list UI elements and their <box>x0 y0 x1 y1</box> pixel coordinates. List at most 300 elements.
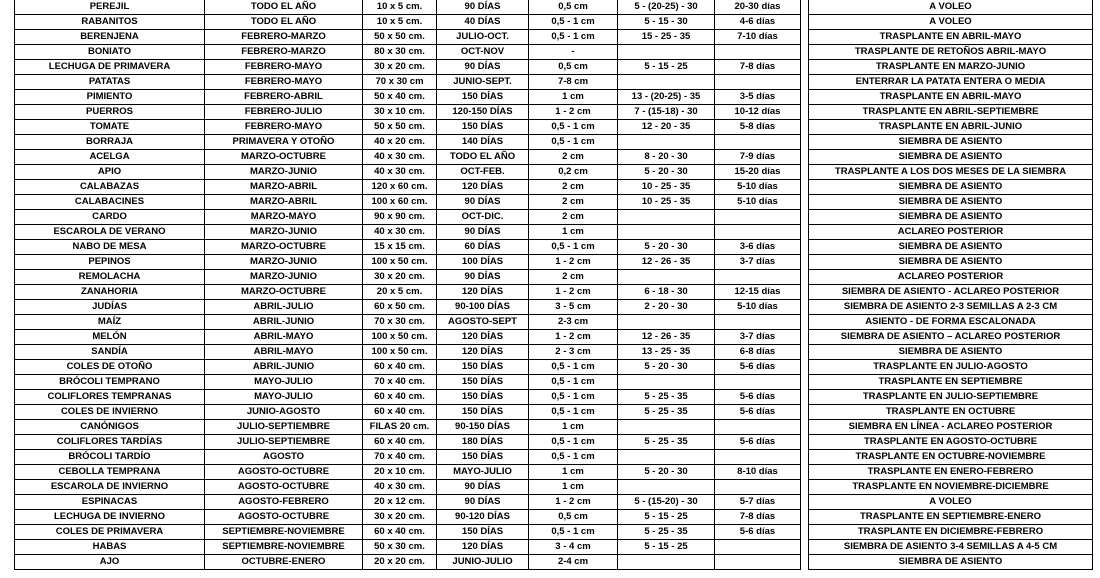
cell-sowing-depth: 1 - 2 cm <box>529 285 618 300</box>
cell-sowing-period: AGOSTO <box>205 450 363 465</box>
table-row <box>15 30 1093 45</box>
cell-germination-temp <box>618 210 715 225</box>
cell-spacing: 40 x 30 cm. <box>363 150 437 165</box>
table-row <box>15 285 1093 300</box>
cell-harvest: JUNIO-SEPT. <box>437 75 529 90</box>
cell-spacing: 50 x 30 cm. <box>363 540 437 555</box>
spacer-cell <box>801 270 809 285</box>
table-row <box>15 495 1093 510</box>
cell-harvest: 120 DÍAS <box>437 285 529 300</box>
cell-method: ACLAREO POSTERIOR <box>809 270 1093 285</box>
cell-germination-temp: 5 - 25 - 35 <box>618 435 715 450</box>
cell-harvest: 150 DÍAS <box>437 120 529 135</box>
spacer-cell <box>801 330 809 345</box>
spacer-cell <box>801 315 809 330</box>
cell-sowing-depth: 3 - 5 cm <box>529 300 618 315</box>
cell-germination-temp: 13 - (20-25) - 35 <box>618 90 715 105</box>
cell-sowing-depth: 0,5 - 1 cm <box>529 405 618 420</box>
cell-method: ENTERRAR LA PATATA ENTERA O MEDIA <box>809 75 1093 90</box>
cell-germination-days: 3-7 días <box>715 255 801 270</box>
cell-spacing: 60 x 40 cm. <box>363 390 437 405</box>
cell-harvest: 90 DÍAS <box>437 60 529 75</box>
cell-crop: TOMATE <box>15 120 205 135</box>
cell-germination-temp <box>618 270 715 285</box>
cell-method: TRASPLANTE EN ABRIL-MAYO <box>809 30 1093 45</box>
cell-germination-days: 5-6 días <box>715 390 801 405</box>
cell-germination-days: 3-6 días <box>715 240 801 255</box>
cell-germination-days: 5-6 días <box>715 405 801 420</box>
spacer-cell <box>801 555 809 570</box>
cell-sowing-depth: 1 - 2 cm <box>529 255 618 270</box>
cell-germination-temp: 5 - 20 - 30 <box>618 240 715 255</box>
spacer-cell <box>801 120 809 135</box>
cell-crop: LECHUGA DE INVIERNO <box>15 510 205 525</box>
table-row <box>15 15 1093 30</box>
cell-sowing-depth: 0,5 - 1 cm <box>529 135 618 150</box>
cell-germination-days <box>715 225 801 240</box>
cell-germination-temp: 5 - 20 - 30 <box>618 165 715 180</box>
cell-spacing: 40 x 30 cm. <box>363 480 437 495</box>
cell-sowing-depth: 1 cm <box>529 90 618 105</box>
table-row <box>15 0 1093 15</box>
cell-germination-days: 7-8 días <box>715 510 801 525</box>
spacer-cell <box>801 180 809 195</box>
cell-sowing-period: MARZO-ABRIL <box>205 195 363 210</box>
cell-spacing: 20 x 12 cm. <box>363 495 437 510</box>
cell-method: SIEMBRA DE ASIENTO <box>809 255 1093 270</box>
cell-method: SIEMBRA DE ASIENTO <box>809 135 1093 150</box>
table-row <box>15 210 1093 225</box>
cell-method: TRASPLANTE EN ABRIL-MAYO <box>809 90 1093 105</box>
cell-sowing-depth: 0,2 cm <box>529 165 618 180</box>
table-row <box>15 465 1093 480</box>
table-row <box>15 405 1093 420</box>
cell-spacing: 20 x 10 cm. <box>363 465 437 480</box>
cell-germination-days: 3-7 días <box>715 330 801 345</box>
cell-germination-days <box>715 555 801 570</box>
cell-sowing-depth: 0,5 - 1 cm <box>529 525 618 540</box>
cell-harvest: 90 DÍAS <box>437 195 529 210</box>
cell-crop: ZANAHORIA <box>15 285 205 300</box>
cell-germination-days: 7-10 días <box>715 30 801 45</box>
cell-germination-temp: 5 - 15 - 25 <box>618 60 715 75</box>
table-row <box>15 375 1093 390</box>
cell-sowing-period: MARZO-JUNIO <box>205 255 363 270</box>
cell-spacing: 60 x 50 cm. <box>363 300 437 315</box>
cell-method: SIEMBRA DE ASIENTO - ACLAREO POSTERIOR <box>809 285 1093 300</box>
cell-sowing-depth: 2 cm <box>529 210 618 225</box>
cell-germination-temp: 5 - 15 - 30 <box>618 15 715 30</box>
cell-crop: COLES DE OTOÑO <box>15 360 205 375</box>
cell-germination-days: 10-12 días <box>715 105 801 120</box>
table-row <box>15 135 1093 150</box>
cell-harvest: 90 DÍAS <box>437 495 529 510</box>
cell-harvest: OCT-NOV <box>437 45 529 60</box>
cell-sowing-depth: 2 cm <box>529 195 618 210</box>
cell-spacing: 30 x 20 cm. <box>363 510 437 525</box>
cell-crop: PUERROS <box>15 105 205 120</box>
cell-spacing: 15 x 15 cm. <box>363 240 437 255</box>
cell-sowing-period: FEBRERO-MAYO <box>205 120 363 135</box>
cell-sowing-depth: 0,5 cm <box>529 60 618 75</box>
spacer-cell <box>801 420 809 435</box>
cell-germination-temp: 5 - 15 - 25 <box>618 540 715 555</box>
cell-method: SIEMBRA DE ASIENTO <box>809 210 1093 225</box>
cell-sowing-period: ABRIL-MAYO <box>205 330 363 345</box>
cell-sowing-period: FEBRERO-JULIO <box>205 105 363 120</box>
cell-crop: SANDÍA <box>15 345 205 360</box>
cell-method: TRASPLANTE A LOS DOS MESES DE LA SIEMBRA <box>809 165 1093 180</box>
spacer-cell <box>801 390 809 405</box>
cell-crop: PIMIENTO <box>15 90 205 105</box>
table-row <box>15 420 1093 435</box>
cell-sowing-depth: 2-3 cm <box>529 315 618 330</box>
spacer-cell <box>801 465 809 480</box>
cell-spacing: 50 x 40 cm. <box>363 90 437 105</box>
table-row <box>15 540 1093 555</box>
spacer-cell <box>801 195 809 210</box>
cell-method: TRASPLANTE EN MARZO-JUNIO <box>809 60 1093 75</box>
cell-harvest: MAYO-JULIO <box>437 465 529 480</box>
cell-spacing: 120 x 60 cm. <box>363 180 437 195</box>
cell-method: SIEMBRA EN LÍNEA - ACLAREO POSTERIOR <box>809 420 1093 435</box>
cell-germination-temp: 10 - 25 - 35 <box>618 195 715 210</box>
table-row <box>15 345 1093 360</box>
table-row <box>15 195 1093 210</box>
cell-spacing: 60 x 40 cm. <box>363 405 437 420</box>
table-row <box>15 45 1093 60</box>
cell-germination-days: 5-8 días <box>715 120 801 135</box>
cell-harvest: 90-100 DÍAS <box>437 300 529 315</box>
spacer-cell <box>801 345 809 360</box>
cell-germination-temp: 10 - 25 - 35 <box>618 180 715 195</box>
cell-spacing: 40 x 30 cm. <box>363 165 437 180</box>
spacer-cell <box>801 255 809 270</box>
cell-germination-temp <box>618 450 715 465</box>
cell-crop: CALABACINES <box>15 195 205 210</box>
cell-germination-temp: 5 - 15 - 25 <box>618 510 715 525</box>
cell-sowing-period: JULIO-SEPTIEMBRE <box>205 435 363 450</box>
cell-harvest: 120-150 DÍAS <box>437 105 529 120</box>
cell-sowing-period: AGOSTO-OCTUBRE <box>205 465 363 480</box>
cell-sowing-depth: 0,5 - 1 cm <box>529 390 618 405</box>
cell-method: TRASPLANTE EN DICIEMBRE-FEBRERO <box>809 525 1093 540</box>
cell-method: TRASPLANTE DE RETOÑOS ABRIL-MAYO <box>809 45 1093 60</box>
cell-method: TRASPLANTE EN ABRIL-SEPTIEMBRE <box>809 105 1093 120</box>
table-row <box>15 225 1093 240</box>
table-row <box>15 75 1093 90</box>
cell-harvest: 90 DÍAS <box>437 0 529 15</box>
table-row <box>15 555 1093 570</box>
cell-spacing: 100 x 60 cm. <box>363 195 437 210</box>
cell-germination-temp: 5 - 25 - 35 <box>618 525 715 540</box>
table-row <box>15 90 1093 105</box>
cell-spacing: 30 x 10 cm. <box>363 105 437 120</box>
cell-crop: PEPINOS <box>15 255 205 270</box>
cell-spacing: 80 x 30 cm. <box>363 45 437 60</box>
cell-harvest: 150 DÍAS <box>437 525 529 540</box>
cell-sowing-depth: 0,5 - 1 cm <box>529 15 618 30</box>
table-row <box>15 270 1093 285</box>
cell-germination-days <box>715 75 801 90</box>
cell-method: TRASPLANTE EN NOVIEMBRE-DICIEMBRE <box>809 480 1093 495</box>
cell-sowing-period: MARZO-OCTUBRE <box>205 240 363 255</box>
cell-method: TRASPLANTE EN OCTUBRE <box>809 405 1093 420</box>
cell-germination-days: 4-6 días <box>715 15 801 30</box>
cell-sowing-period: MARZO-JUNIO <box>205 270 363 285</box>
cell-sowing-period: JULIO-SEPTIEMBRE <box>205 420 363 435</box>
cell-sowing-period: SEPTIEMBRE-NOVIEMBRE <box>205 525 363 540</box>
cell-germination-temp: 6 - 18 - 30 <box>618 285 715 300</box>
cell-germination-temp: 15 - 25 - 35 <box>618 30 715 45</box>
cell-germination-temp <box>618 420 715 435</box>
cell-sowing-period: AGOSTO-OCTUBRE <box>205 480 363 495</box>
cell-spacing: 70 x 30 cm. <box>363 315 437 330</box>
cell-harvest: 40 DÍAS <box>437 15 529 30</box>
table-row <box>15 300 1093 315</box>
table-row <box>15 480 1093 495</box>
cell-harvest: OCT-DIC. <box>437 210 529 225</box>
cell-germination-temp: 12 - 26 - 35 <box>618 255 715 270</box>
spacer-cell <box>801 480 809 495</box>
cell-crop: CARDO <box>15 210 205 225</box>
cell-germination-days: 15-20 días <box>715 165 801 180</box>
cell-crop: BERENJENA <box>15 30 205 45</box>
cell-method: TRASPLANTE EN SEPTIEMBRE <box>809 375 1093 390</box>
cell-germination-days: 5-10 días <box>715 300 801 315</box>
cell-sowing-period: AGOSTO-OCTUBRE <box>205 510 363 525</box>
cell-germination-days: 5-10 días <box>715 180 801 195</box>
cell-germination-temp: 13 - 25 - 35 <box>618 345 715 360</box>
cell-harvest: JULIO-OCT. <box>437 30 529 45</box>
spacer-cell <box>801 0 809 15</box>
spacer-cell <box>801 165 809 180</box>
cell-crop: COLIFLORES TEMPRANAS <box>15 390 205 405</box>
cell-sowing-depth: 0,5 - 1 cm <box>529 240 618 255</box>
cell-spacing: 60 x 40 cm. <box>363 435 437 450</box>
cell-sowing-period: TODO EL AÑO <box>205 15 363 30</box>
cell-germination-temp <box>618 375 715 390</box>
cell-harvest: 90 DÍAS <box>437 270 529 285</box>
cell-sowing-depth: 1 - 2 cm <box>529 330 618 345</box>
cell-sowing-depth: 0,5 - 1 cm <box>529 30 618 45</box>
cell-spacing: FILAS 20 cm. <box>363 420 437 435</box>
cell-method: ASIENTO - DE FORMA ESCALONADA <box>809 315 1093 330</box>
cell-germination-temp <box>618 225 715 240</box>
cell-crop: CALABAZAS <box>15 180 205 195</box>
cell-germination-days <box>715 450 801 465</box>
cell-crop: CANÓNIGOS <box>15 420 205 435</box>
cell-method: TRASPLANTE EN ABRIL-JUNIO <box>809 120 1093 135</box>
cell-sowing-period: FEBRERO-ABRIL <box>205 90 363 105</box>
cell-germination-temp <box>618 315 715 330</box>
cell-crop: BORRAJA <box>15 135 205 150</box>
cell-harvest: 140 DÍAS <box>437 135 529 150</box>
cell-germination-days <box>715 135 801 150</box>
cell-sowing-period: ABRIL-JUNIO <box>205 315 363 330</box>
spacer-cell <box>801 105 809 120</box>
spacer-cell <box>801 45 809 60</box>
spacer-cell <box>801 15 809 30</box>
cell-crop: RABANITOS <box>15 15 205 30</box>
cell-crop: BRÓCOLI TARDÍO <box>15 450 205 465</box>
cell-crop: MAÍZ <box>15 315 205 330</box>
cell-sowing-period: PRIMAVERA Y OTOÑO <box>205 135 363 150</box>
spacer-cell <box>801 90 809 105</box>
cell-sowing-period: MARZO-ABRIL <box>205 180 363 195</box>
spacer-cell <box>801 240 809 255</box>
cell-germination-days <box>715 375 801 390</box>
cell-crop: NABO DE MESA <box>15 240 205 255</box>
cell-harvest: 90-150 DÍAS <box>437 420 529 435</box>
cell-crop: ESCAROLA DE VERANO <box>15 225 205 240</box>
cell-harvest: TODO EL AÑO <box>437 150 529 165</box>
cell-sowing-period: MARZO-JUNIO <box>205 165 363 180</box>
cell-spacing: 60 x 40 cm. <box>363 360 437 375</box>
cell-germination-temp: 12 - 20 - 35 <box>618 120 715 135</box>
table-row <box>15 315 1093 330</box>
cell-sowing-period: MAYO-JULIO <box>205 375 363 390</box>
cell-sowing-period: MARZO-OCTUBRE <box>205 150 363 165</box>
cell-harvest: 150 DÍAS <box>437 405 529 420</box>
cell-germination-days <box>715 270 801 285</box>
spacer-cell <box>801 60 809 75</box>
cell-spacing: 20 x 20 cm. <box>363 555 437 570</box>
cell-harvest: 180 DÍAS <box>437 435 529 450</box>
cell-method: SIEMBRA DE ASIENTO <box>809 555 1093 570</box>
cell-sowing-depth: 1 cm <box>529 420 618 435</box>
cell-sowing-depth: 0,5 cm <box>529 510 618 525</box>
cell-harvest: 100 DÍAS <box>437 255 529 270</box>
cell-germination-temp <box>618 45 715 60</box>
cell-crop: ESCAROLA DE INVIERNO <box>15 480 205 495</box>
cell-harvest: 150 DÍAS <box>437 90 529 105</box>
cell-method: SIEMBRA DE ASIENTO 2-3 SEMILLAS A 2-3 CM <box>809 300 1093 315</box>
cell-crop: REMOLACHA <box>15 270 205 285</box>
spacer-cell <box>801 510 809 525</box>
table-row <box>15 450 1093 465</box>
cell-germination-temp <box>618 75 715 90</box>
cell-harvest: 120 DÍAS <box>437 330 529 345</box>
cell-sowing-depth: - <box>529 45 618 60</box>
cell-sowing-depth: 2-4 cm <box>529 555 618 570</box>
cell-harvest: 150 DÍAS <box>437 375 529 390</box>
cell-sowing-period: MARZO-OCTUBRE <box>205 285 363 300</box>
cell-harvest: 90-120 DÍAS <box>437 510 529 525</box>
cell-method: TRASPLANTE EN JULIO-AGOSTO <box>809 360 1093 375</box>
cell-spacing: 50 x 50 cm. <box>363 120 437 135</box>
spacer-cell <box>801 225 809 240</box>
cell-spacing: 40 x 20 cm. <box>363 135 437 150</box>
cell-spacing: 100 x 50 cm. <box>363 345 437 360</box>
cell-germination-days: 5-6 días <box>715 360 801 375</box>
spacer-cell <box>801 300 809 315</box>
cell-sowing-period: MARZO-MAYO <box>205 210 363 225</box>
cell-sowing-depth: 0,5 - 1 cm <box>529 450 618 465</box>
cell-harvest: 150 DÍAS <box>437 390 529 405</box>
cell-sowing-depth: 1 cm <box>529 225 618 240</box>
cell-crop: COLES DE PRIMAVERA <box>15 525 205 540</box>
cell-crop: PATATAS <box>15 75 205 90</box>
cell-method: TRASPLANTE EN AGOSTO-OCTUBRE <box>809 435 1093 450</box>
spacer-cell <box>801 525 809 540</box>
table-row <box>15 510 1093 525</box>
cell-sowing-depth: 2 cm <box>529 270 618 285</box>
cell-germination-days <box>715 540 801 555</box>
table-row <box>15 525 1093 540</box>
spacer-cell <box>801 540 809 555</box>
cell-germination-days <box>715 210 801 225</box>
cell-germination-days: 3-5 días <box>715 90 801 105</box>
cell-method: SIEMBRA DE ASIENTO – ACLAREO POSTERIOR <box>809 330 1093 345</box>
cell-germination-temp: 7 - (15-18) - 30 <box>618 105 715 120</box>
spacer-cell <box>801 375 809 390</box>
cell-method: SIEMBRA DE ASIENTO <box>809 345 1093 360</box>
cell-sowing-period: ABRIL-MAYO <box>205 345 363 360</box>
cell-sowing-depth: 2 - 3 cm <box>529 345 618 360</box>
cell-germination-temp: 5 - 25 - 35 <box>618 405 715 420</box>
cell-sowing-period: JUNIO-AGOSTO <box>205 405 363 420</box>
cell-method: SIEMBRA DE ASIENTO <box>809 240 1093 255</box>
cell-crop: APIO <box>15 165 205 180</box>
cell-harvest: 150 DÍAS <box>437 450 529 465</box>
cell-spacing: 30 x 20 cm. <box>363 60 437 75</box>
cell-germination-days: 7-8 días <box>715 60 801 75</box>
table-body <box>15 0 1093 570</box>
cell-crop: CEBOLLA TEMPRANA <box>15 465 205 480</box>
table-row <box>15 165 1093 180</box>
cell-germination-days: 5-7 días <box>715 495 801 510</box>
cell-germination-days: 8-10 días <box>715 465 801 480</box>
spacer-cell <box>801 210 809 225</box>
table-row <box>15 330 1093 345</box>
table-row <box>15 360 1093 375</box>
cell-method: A VOLEO <box>809 0 1093 15</box>
spacer-cell <box>801 150 809 165</box>
cell-harvest: AGOSTO-SEPT <box>437 315 529 330</box>
cell-sowing-period: ABRIL-JUNIO <box>205 360 363 375</box>
cell-sowing-depth: 0,5 - 1 cm <box>529 360 618 375</box>
cell-germination-temp: 5 - (15-20) - 30 <box>618 495 715 510</box>
cell-sowing-period: FEBRERO-MAYO <box>205 75 363 90</box>
cell-sowing-period: SEPTIEMBRE-NOVIEMBRE <box>205 540 363 555</box>
cell-sowing-depth: 0,5 cm <box>529 0 618 15</box>
spacer-cell <box>801 495 809 510</box>
cell-spacing: 100 x 50 cm. <box>363 330 437 345</box>
cell-germination-temp <box>618 135 715 150</box>
cell-germination-days: 6-8 días <box>715 345 801 360</box>
cell-germination-temp: 5 - 20 - 30 <box>618 465 715 480</box>
cell-germination-days <box>715 315 801 330</box>
cell-sowing-depth: 1 cm <box>529 465 618 480</box>
cell-harvest: JUNIO-JULIO <box>437 555 529 570</box>
cell-germination-days: 12-15 días <box>715 285 801 300</box>
cell-spacing: 20 x 5 cm. <box>363 285 437 300</box>
cell-sowing-period: MARZO-JUNIO <box>205 225 363 240</box>
cell-spacing: 30 x 20 cm. <box>363 270 437 285</box>
cell-harvest: 120 DÍAS <box>437 345 529 360</box>
table-row <box>15 60 1093 75</box>
cell-sowing-depth: 3 - 4 cm <box>529 540 618 555</box>
table-row <box>15 150 1093 165</box>
cell-germination-temp: 5 - (20-25) - 30 <box>618 0 715 15</box>
cell-spacing: 70 x 40 cm. <box>363 450 437 465</box>
cell-germination-days: 5-10 días <box>715 195 801 210</box>
cell-crop: AJO <box>15 555 205 570</box>
cell-method: TRASPLANTE EN JULIO-SEPTIEMBRE <box>809 390 1093 405</box>
cell-harvest: 150 DÍAS <box>437 360 529 375</box>
cell-sowing-period: OCTUBRE-ENERO <box>205 555 363 570</box>
